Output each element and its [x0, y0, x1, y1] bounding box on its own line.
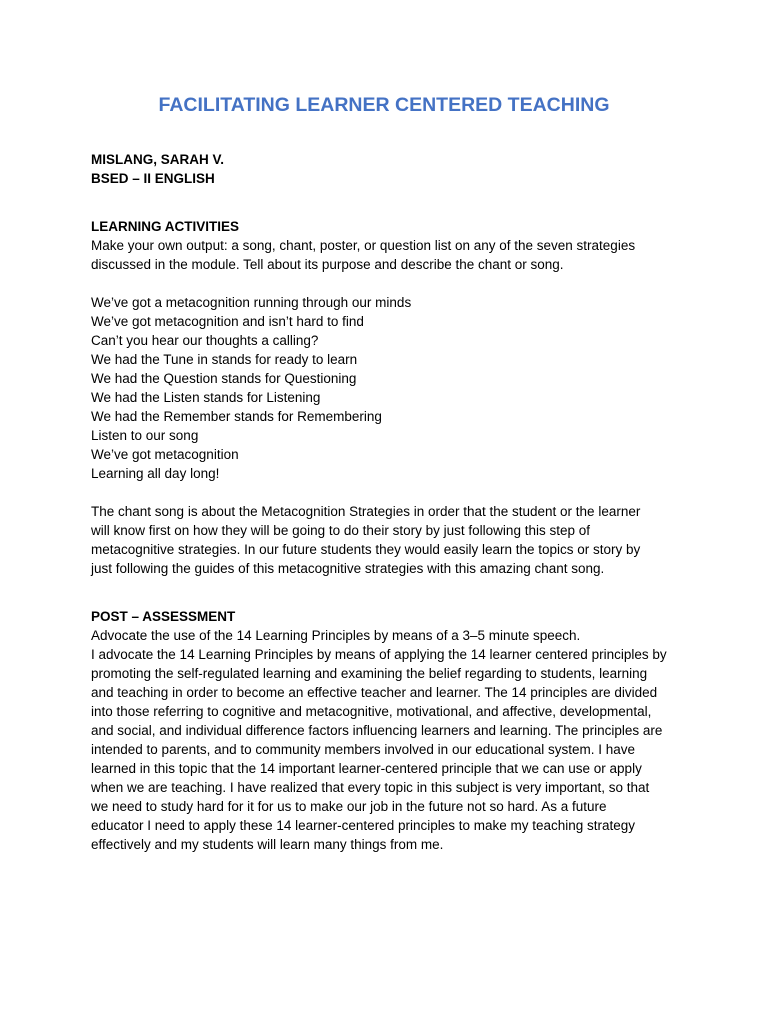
answer-line: when we are teaching. I have realized that every topic in this subject is very important, so that	[91, 780, 650, 795]
instruction-line: discussed in the module. Tell about its purpose and describe the chant or song.	[91, 257, 564, 272]
document-body	[91, 150, 691, 854]
song-line: Learning all day long!	[91, 466, 220, 481]
document-title: FACILITATING LEARNER CENTERED TEACHING	[158, 94, 610, 116]
spacer	[91, 188, 691, 217]
song-line: We had the Listen stands for Listening	[91, 390, 321, 405]
spacer	[91, 274, 691, 293]
song-line: We had the Tune in stands for ready to learn	[91, 352, 358, 367]
description-line: will know first on how they will be going to do their story by just following this step of	[91, 523, 590, 538]
course-label: BSED – II ENGLISH	[91, 171, 215, 186]
song-line: We had the Remember stands for Remembering	[91, 409, 382, 424]
answer-line: effectively and my students will learn many things from me.	[91, 837, 444, 852]
song-line: We’ve got metacognition and isn’t hard to find	[91, 314, 364, 329]
song-line: We had the Question stands for Questioning	[91, 371, 357, 386]
answer-line: and social, and individual difference factors influencing learners and learning. The principles are	[91, 723, 663, 738]
answer-line: into those referring to cognitive and metacognitive, motivational, and affective, developmental,	[91, 704, 652, 719]
description-line: The chant song is about the Metacognition Strategies in order that the student or the learner	[91, 504, 641, 519]
answer-line: learned in this topic that the 14 important learner-centered principle that we can use or apply	[91, 761, 642, 776]
answer-line: and teaching in order to become an effective teacher and learner. The 14 principles are divided	[91, 685, 658, 700]
song-line: We’ve got a metacognition running through our minds	[91, 295, 412, 310]
song-line: Can’t you hear our thoughts a calling?	[91, 333, 319, 348]
learning-activities-heading: LEARNING ACTIVITIES	[91, 219, 240, 234]
author-name: MISLANG, SARAH V.	[91, 152, 225, 167]
song-line: Listen to our song	[91, 428, 199, 443]
instruction-line: Make your own output: a song, chant, poster, or question list on any of the seven strategies	[91, 238, 636, 253]
assessment-prompt: Advocate the use of the 14 Learning Principles by means of a 3–5 minute speech.	[91, 628, 581, 643]
spacer	[91, 578, 691, 607]
answer-line: I advocate the 14 Learning Principles by means of applying the 14 learner centered principles by	[91, 647, 667, 662]
description-line: metacognitive strategies. In our future students they would easily learn the topics or story by	[91, 542, 641, 557]
answer-line: educator I need to apply these 14 learner-centered principles to make my teaching strategy	[91, 818, 636, 833]
answer-line: intended to parents, and to community members involved in our educational system. I have	[91, 742, 636, 757]
song-line: We’ve got metacognition	[91, 447, 239, 462]
description-line: just following the guides of this metacognitive strategies with this amazing chant song.	[91, 561, 605, 576]
answer-line: we need to study hard for it for us to make our job in the future not so hard. As a future	[91, 799, 607, 814]
spacer	[91, 483, 691, 502]
answer-line: promoting the self-regulated learning and examining the belief regarding to students, learning	[91, 666, 648, 681]
post-assessment-heading: POST – ASSESSMENT	[91, 609, 236, 624]
